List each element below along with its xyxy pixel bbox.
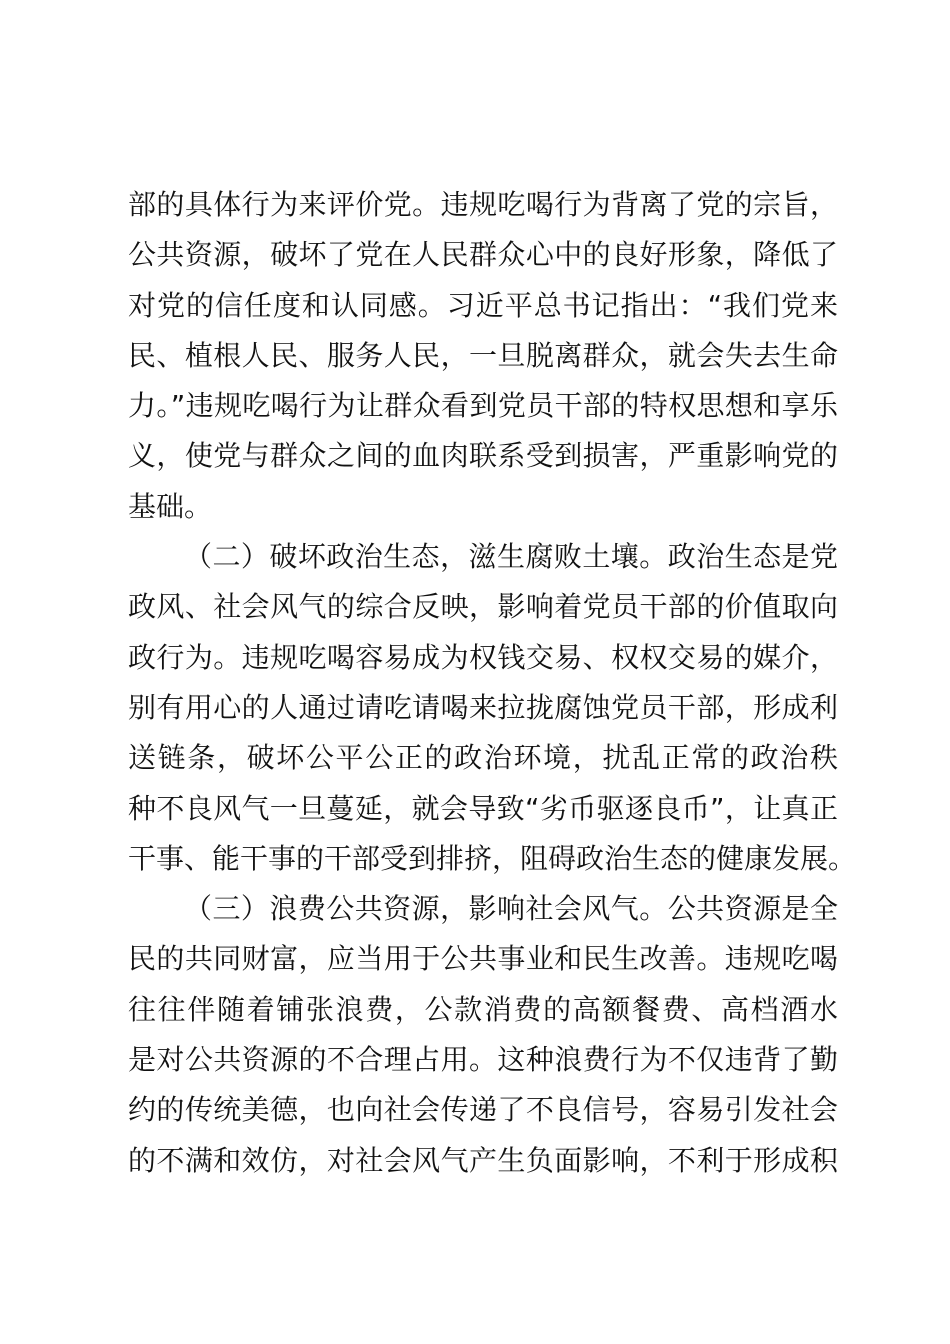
- text-line: 义，使党与群众之间的血肉联系受到损害，严重影响党的: [128, 439, 838, 473]
- text-line: 是对公共资源的不合理占用。这种浪费行为不仅违背了勤: [128, 1043, 838, 1077]
- text-line: 的不满和效仿，对社会风气产生负面影响，不利于形成积: [128, 1143, 838, 1177]
- text-line: 公共资源，破坏了党在人民群众心中的良好形象，降低了: [128, 238, 838, 272]
- text-line: 部的具体行为来评价党。违规吃喝行为背离了党的宗旨，: [128, 188, 838, 221]
- section-heading-line: （三）浪费公共资源，影响社会风气。公共资源是全: [184, 892, 838, 926]
- text-line: 政风、社会风气的综合反映，影响着党员干部的价值取向: [128, 590, 838, 624]
- text-line: 干事、能干事的干部受到排挤，阻碍政治生态的健康发展。: [128, 841, 857, 875]
- section-heading-line: （二）破坏政治生态，滋生腐败土壤。政治生态是党: [184, 540, 838, 574]
- text-line: 力。”违规吃喝行为让群众看到党员干部的特权思想和享乐: [128, 389, 838, 423]
- text-line: 对党的信任度和认同感。习近平总书记指出：“我们党来: [128, 288, 838, 322]
- body-text: [128, 180, 857, 1186]
- text-line: 种不良风气一旦蔓延，就会导致“劣币驱逐良币”，让真正: [128, 791, 838, 825]
- text-line: 约的传统美德，也向社会传递了不良信号，容易引发社会: [128, 1093, 838, 1127]
- text-line: 往往伴随着铺张浪费，公款消费的高额餐费、高档酒水: [128, 992, 838, 1026]
- text-line: 别有用心的人通过请吃请喝来拉拢腐蚀党员干部，形成利: [128, 690, 838, 724]
- text-line: 民的共同财富，应当用于公共事业和民生改善。违规吃喝: [128, 942, 838, 976]
- text-line: 民、植根人民、服务人民，一旦脱离群众，就会失去生命: [128, 338, 838, 372]
- text-line: 政行为。违规吃喝容易成为权钱交易、权权交易的媒介，: [128, 640, 838, 674]
- text-line: 基础。: [128, 489, 213, 523]
- text-line: 送链条，破坏公平公正的政治环境，扰乱正常的政治秩: [128, 741, 838, 775]
